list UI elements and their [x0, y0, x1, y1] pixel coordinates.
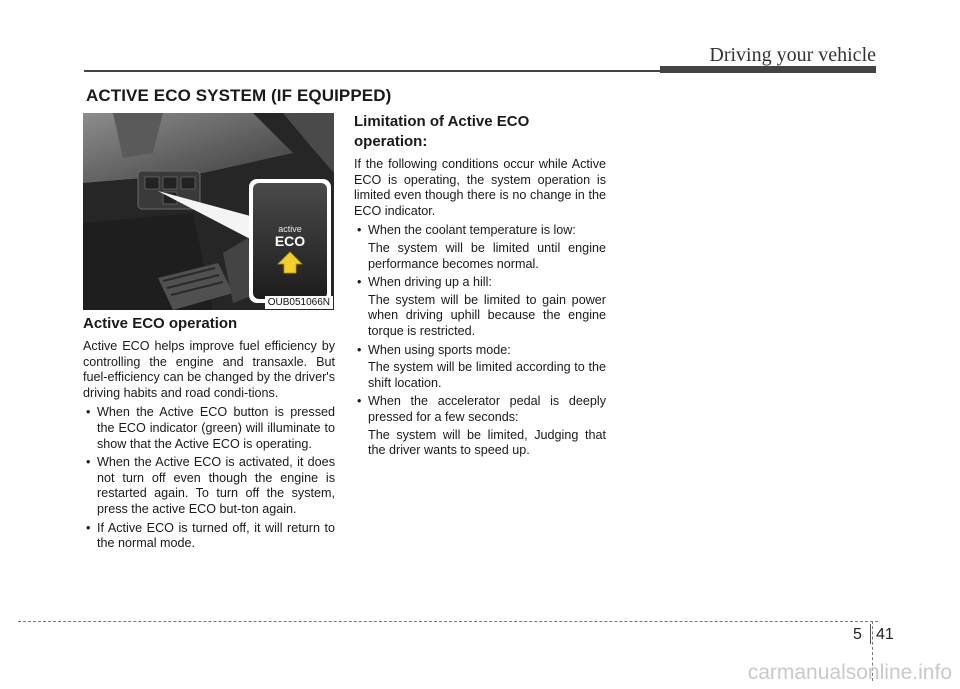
condition-result: The system will be limited, Judging that the driver wants to speed up. [368, 427, 606, 458]
condition-result: The system will be limited to gain power when driving uphill because the engine torque is restricted. [368, 292, 606, 338]
left-paragraph: Active ECO helps improve fuel efficiency by controlling the engine and transaxle. But fuel-efficiency can be changed by the driver's driving habits and road condi-tions. [83, 339, 335, 400]
footer-divider [870, 624, 871, 644]
button-label-eco: ECO [274, 233, 306, 249]
footer-rule [18, 621, 878, 622]
header-title: Driving your vehicle [709, 44, 876, 66]
condition-item: • When the coolant temperature is low: [354, 223, 606, 239]
condition-item: • When the accelerator pedal is deeply pressed for a few seconds: [354, 394, 606, 425]
chapter-number: 5 [853, 626, 862, 643]
header-rule-accent [660, 66, 876, 73]
right-paragraph: If the following conditions occur while Active ECO is operating, the system operation is limited even though there is no change in the ECO indicator. [354, 157, 606, 218]
left-column [83, 314, 335, 552]
page-number: 41 [876, 626, 894, 643]
section-title: ACTIVE ECO SYSTEM (IF EQUIPPED) [86, 86, 392, 105]
button-label-active: active [278, 224, 302, 234]
dashboard-illustration [83, 113, 334, 310]
right-heading: Limitation of Active ECO operation: [354, 113, 530, 150]
watermark: carmanualsonline.info [747, 661, 952, 684]
header-rule [84, 70, 684, 72]
bullet-item: • When the Active ECO button is pressed the ECO indicator (green) will illuminate to show that the Active ECO is operating. [83, 405, 335, 452]
condition-result: The system will be limited according to the shift location. [368, 360, 606, 390]
left-heading: Active ECO operation [83, 315, 238, 332]
figure-photo [83, 113, 334, 310]
condition-item: • When using sports mode: [354, 343, 606, 359]
bullet-item: • If Active ECO is turned off, it will return to the normal mode. [83, 521, 335, 552]
figure-code: OUB051066N [265, 296, 333, 309]
right-column [354, 112, 606, 462]
bullet-item: • When the Active ECO is activated, it does not turn off even though the engine is restarted again. To turn off the system, press the active ECO but-ton again. [83, 455, 335, 517]
condition-result: The system will be limited until engine performance becomes normal. [368, 240, 606, 271]
condition-item: • When driving up a hill: [354, 275, 606, 291]
